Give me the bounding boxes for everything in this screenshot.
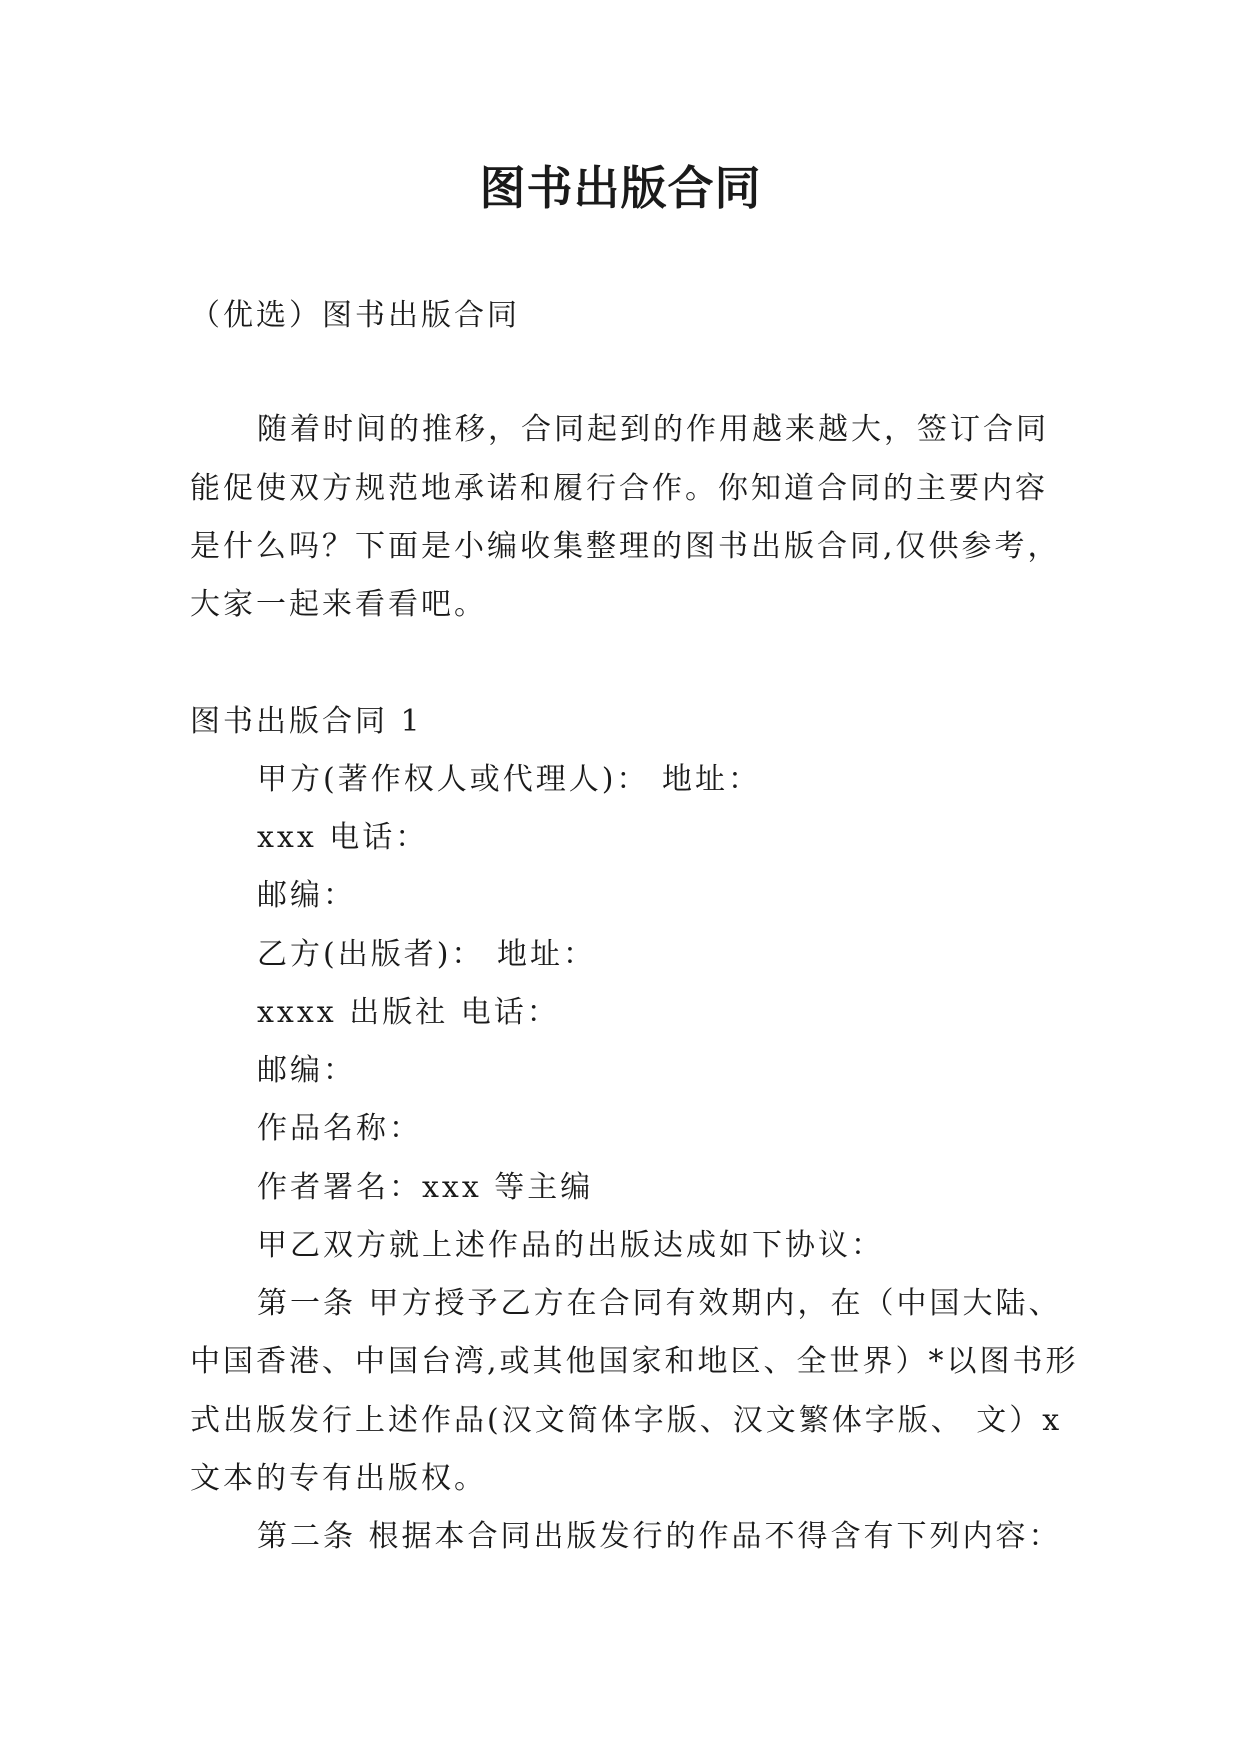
intro-line-4: 大家一起来看看吧。	[190, 587, 487, 622]
party-b-phone-line: xxxx 出版社 电话：	[257, 995, 560, 1030]
party-a-postcode-line: 邮编：	[257, 878, 356, 913]
party-a-phone-line: xxx 电话：	[257, 820, 429, 855]
party-b-line: 乙方(出版者)： 地址：	[257, 937, 596, 972]
work-title-line: 作品名称：	[257, 1111, 422, 1146]
clause-2-line-1: 第二条 根据本合同出版发行的作品不得含有下列内容：	[257, 1519, 1062, 1554]
intro-line-1: 随着时间的推移，合同起到的作用越来越大，签订合同	[257, 412, 1049, 447]
document-title: 图书出版合同	[479, 161, 762, 215]
clause-1-line-1: 第一条 甲方授予乙方在合同有效期内，在（中国大陆、	[257, 1286, 1062, 1321]
party-a-line: 甲方(著作权人或代理人)： 地址：	[257, 762, 761, 797]
author-credit-line: 作者署名：xxx 等主编	[257, 1170, 594, 1205]
document-subtitle: （优选）图书出版合同	[190, 298, 520, 333]
agreement-intro-line: 甲乙双方就上述作品的出版达成如下协议：	[257, 1228, 884, 1263]
section-heading: 图书出版合同 1	[190, 704, 423, 739]
intro-line-3: 是什么吗？下面是小编收集整理的图书出版合同,仅供参考，	[190, 529, 1061, 564]
clause-1-line-2: 中国香港、中国台湾,或其他国家和地区、全世界）*以图书形	[190, 1344, 1079, 1379]
clause-1-line-4: 文本的专有出版权。	[190, 1461, 487, 1496]
clause-1-line-3: 式出版发行上述作品(汉文简体字版、汉文繁体字版、 文）x	[190, 1403, 1063, 1438]
party-b-postcode-line: 邮编：	[257, 1053, 356, 1088]
intro-line-2: 能促使双方规范地承诺和履行合作。你知道合同的主要内容	[190, 471, 1048, 506]
